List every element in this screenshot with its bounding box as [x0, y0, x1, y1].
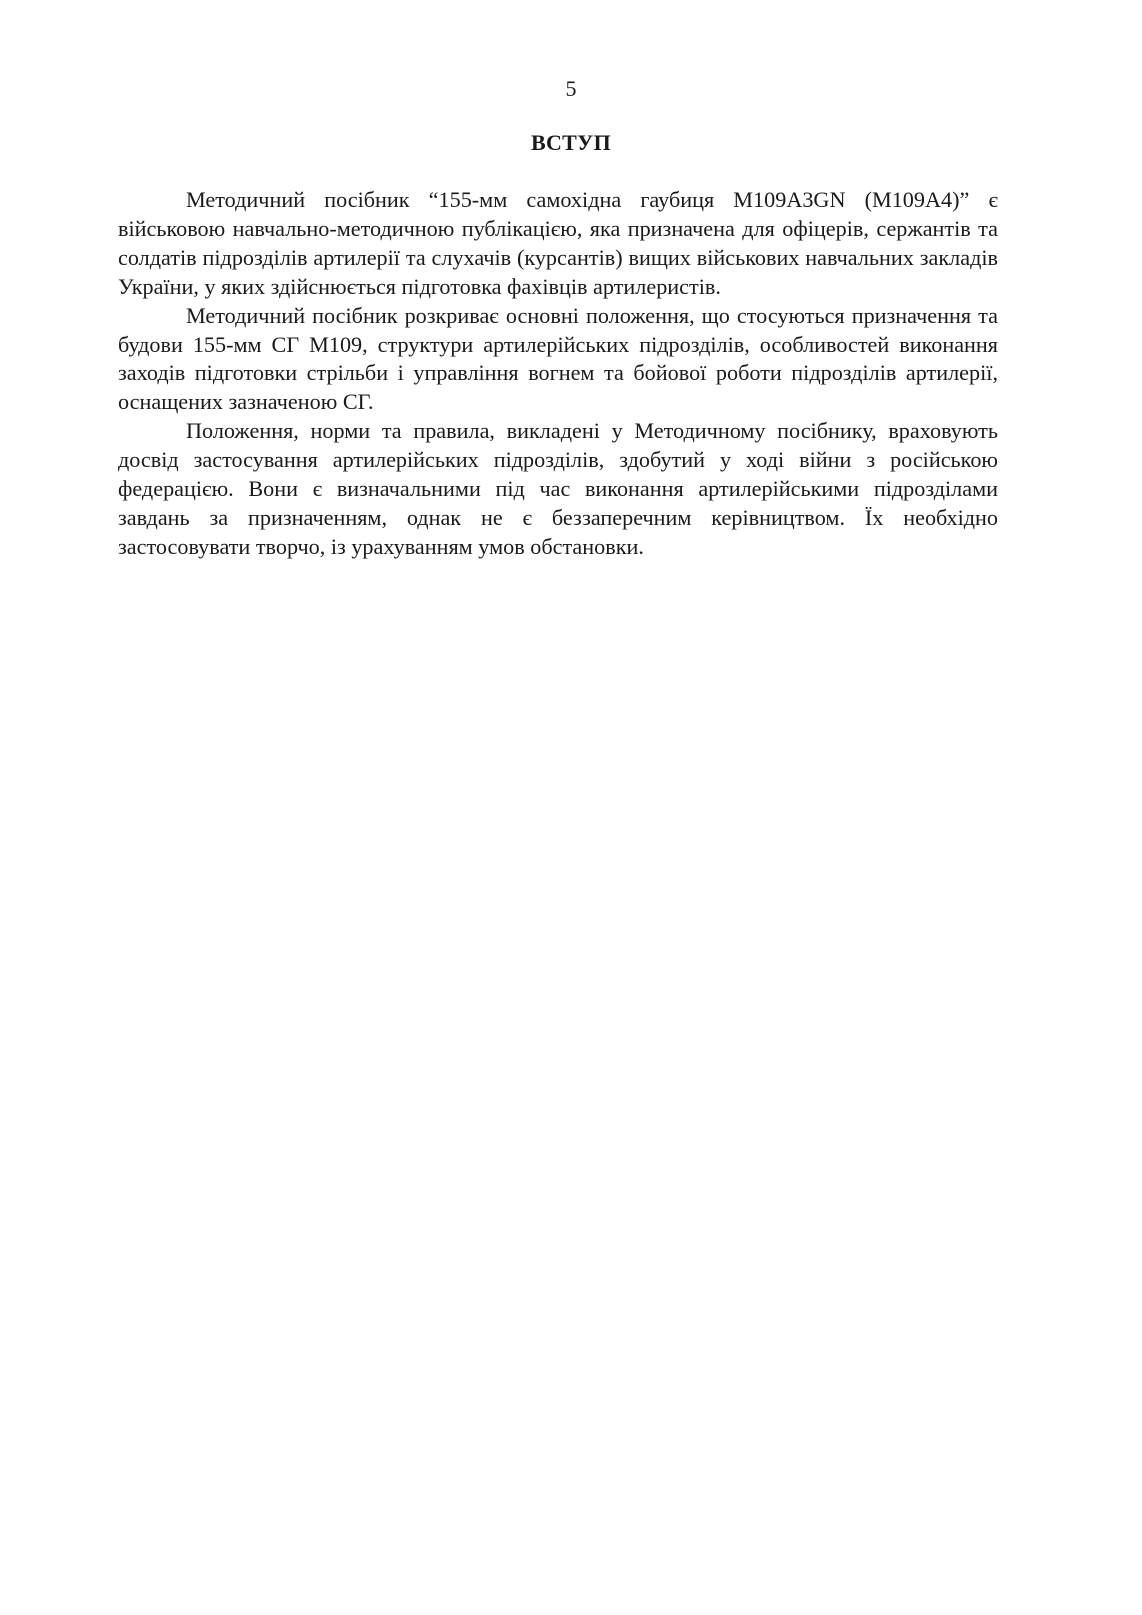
body-text	[118, 186, 998, 562]
page-number: 5	[565, 76, 577, 101]
paragraph-content: Методичний посібник розкриває основні положення, що стосуються призначення та будови 155-мм СГ М109, структури артилерійських підрозділів, особливостей виконання заходів підготовки стрільби і управління вогнем та бойової роботи підрозділів артилерії, оснащених зазначеною СГ.	[118, 302, 998, 415]
paragraph-purpose: Методичний посібник “155-мм самохідна гаубиця M109A3GN (M109A4)” є військовою навчально-методичною публікацією, яка призначена для офіцерів, сержантів та солдатів підрозділів артилерії та слухачів (курсантів) вищих військових навчальних закладів України, у яких здійснюється підготовка фахівців артилеристів.	[118, 187, 998, 299]
section-heading: ВСТУП	[531, 130, 611, 155]
paragraph-provisions: Положення, норми та правила, викладені у Методичному посібнику, враховують досвід застосування артилерійських підрозділів, здобутий у ході війни з російською федерацією. Вони є визначальними під час виконання артилерійськими підрозділами завдань за призначенням, однак не є беззаперечним керівництвом. Їх необхідно застосовувати творчо, із урахуванням умов обстановки.	[118, 418, 998, 559]
